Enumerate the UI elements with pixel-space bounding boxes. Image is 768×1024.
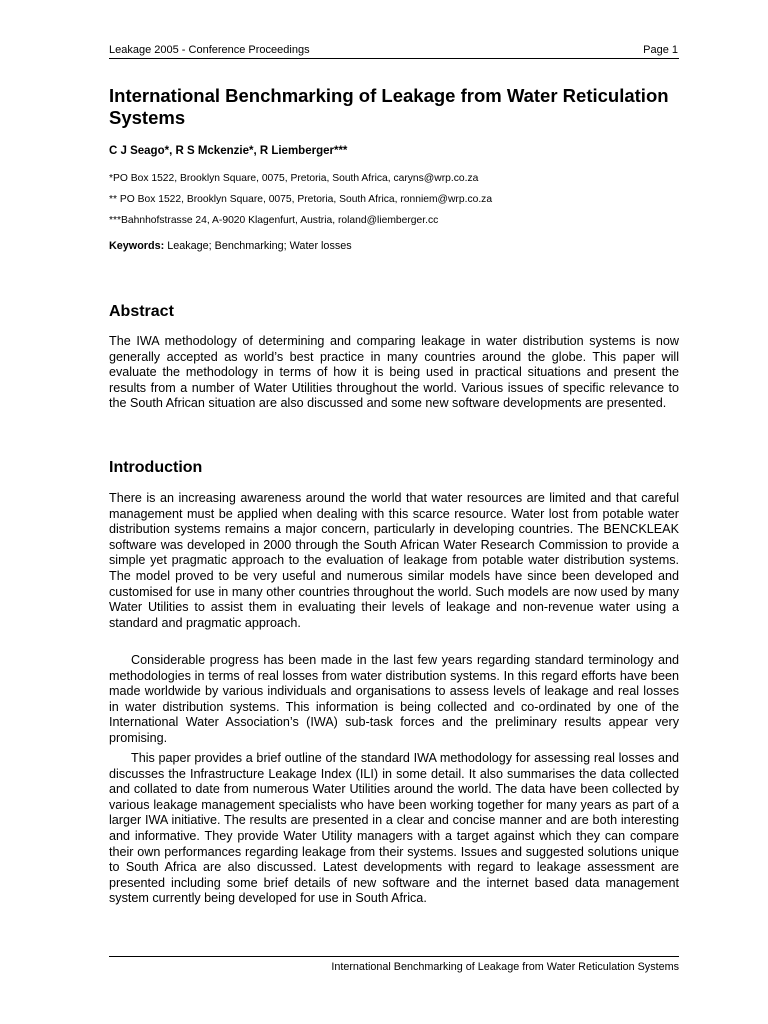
running-header-title: Leakage 2005 - Conference Proceedings <box>109 44 310 56</box>
keywords-label: Keywords: <box>109 240 165 252</box>
paper-title: International Benchmarking of Leakage from Water Reticulation Systems <box>109 85 669 128</box>
affiliation-3: ***Bahnhofstrasse 24, A-9020 Klagenfurt, Austria, roland@liemberger.cc <box>109 215 439 226</box>
introduction-paragraph-3: This paper provides a brief outline of the standard IWA methodology for assessing real losses and discusses the Infrastructure Leakage Index (ILI) in some detail. It also summarises the data collected and collated to date from numerous Water Utilities around the world. The data have been collected by various leakage management specialists who have been working together for many years as part of a larger IWA initiative. The results are presented in a clear and concise manner and are both interesting and informative. They provide Water Utility managers with a target against which they can compare their own performances regarding leakage from their systems. Issues and suggested solutions unique to South Africa are also discussed. Latest developments with regard to leakage assessment are presented including some brief details of new software and the internet based data management system currently being developed for use in South Africa. <box>109 751 679 906</box>
running-header <box>109 42 679 59</box>
introduction-paragraph-2: Considerable progress has been made in the last few years regarding standard terminology and methodologies in terms of real losses from water distribution systems. In this regard efforts have been made worldwide by various individuals and organisations to assess levels of leakage and real losses in water distribution systems. This information is being collected and co-ordinated by one of the International Water Association’s (IWA) sub-task forces and the preliminary results appear very promising. <box>109 653 679 745</box>
affiliation-1: *PO Box 1522, Brooklyn Square, 0075, Pretoria, South Africa, caryns@wrp.co.za <box>109 173 479 184</box>
paper-page <box>109 0 679 1024</box>
author-list: C J Seago*, R S Mckenzie*, R Liemberger*** <box>109 145 348 157</box>
abstract-paragraph: The IWA methodology of determining and comparing leakage in water distribution systems is now generally accepted as world’s best practice in many countries around the globe. This paper will evaluate the methodology in terms of how it is being used in practical situations and present the results from a number of Water Utilities throughout the world. Various issues of specific relevance to the South African situation are also discussed and some new software developments are presented. <box>109 334 679 411</box>
introduction-heading: Introduction <box>109 459 203 476</box>
running-footer: International Benchmarking of Leakage from Water Reticulation Systems <box>109 956 679 974</box>
introduction-paragraph-1: There is an increasing awareness around the world that water resources are limited and that careful management must be applied when dealing with this scarce resource. Water lost from potable water distribution systems remains a major concern, particularly in developing countries. The BENCKLEAK software was developed in 2000 through the South African Water Research Commission to provide a simple yet pragmatic approach to the evaluation of leakage from potable water distribution systems. The model proved to be very useful and numerous similar models have since been developed and customised for use in many other countries throughout the world. Such models are now used by many Water Utilities to assist them in evaluating their levels of leakage and non-revenue water using a standard and pragmatic approach. <box>109 491 679 630</box>
page-number: Page 1 <box>643 44 678 56</box>
keywords-value: Leakage; Benchmarking; Water losses <box>164 240 352 252</box>
abstract-heading: Abstract <box>109 303 174 320</box>
affiliation-2: ** PO Box 1522, Brooklyn Square, 0075, Pretoria, South Africa, ronniem@wrp.co.za <box>109 194 493 205</box>
keywords-line <box>109 239 352 253</box>
